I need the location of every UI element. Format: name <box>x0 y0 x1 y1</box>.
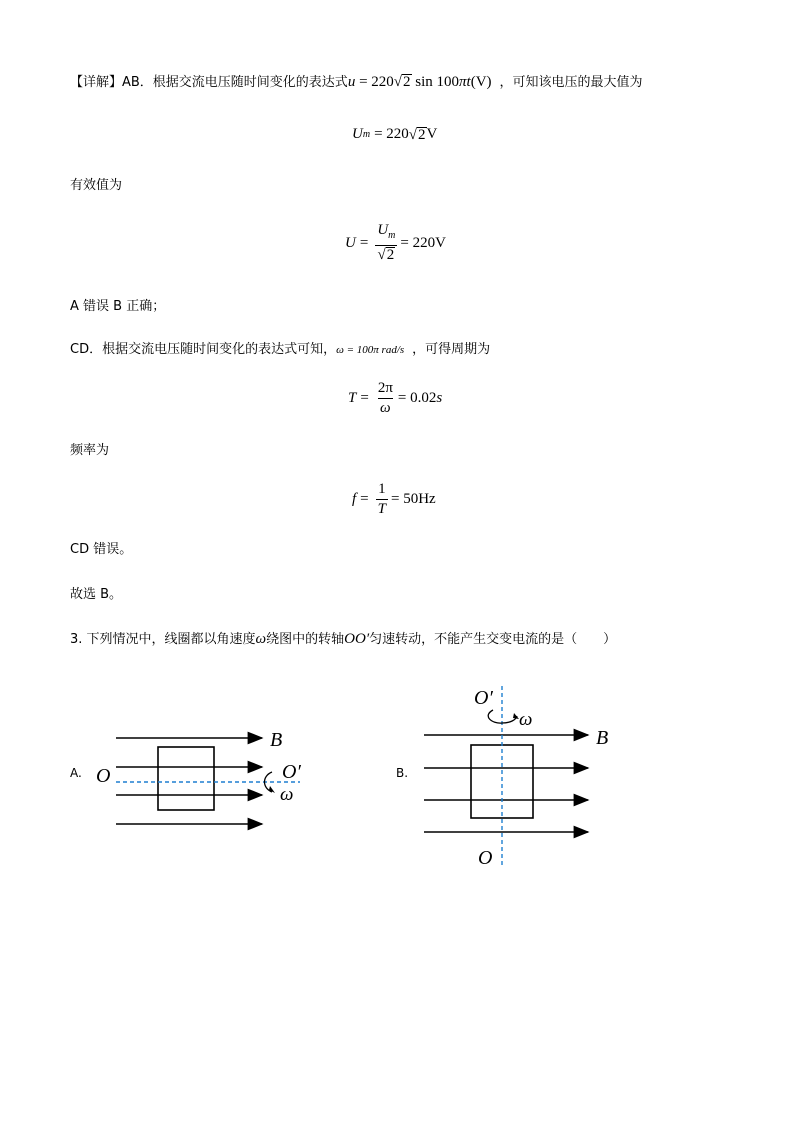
u-equals: = 220 <box>359 74 394 90</box>
option-a-label: A. <box>70 766 82 780</box>
detail-suffix: ，可知该电压的最大值为 <box>499 75 643 90</box>
coil <box>158 747 214 810</box>
text-answer: 故选 B。 <box>70 587 123 602</box>
formula-effective-voltage: U = $U_m$ √ 2 = 220V <box>345 222 446 263</box>
formula-frequency: f = $\frac{1}{T}$ = 50Hz <box>352 481 436 517</box>
text-cd-wrong: CD 错误。 <box>70 542 133 557</box>
question-3: 3. 下列情况中，线圈都以角速度ω绕图中的转轴OO′匀速转动，不能产生交变电流的是（ ） <box>70 631 617 647</box>
omega-symbol: ω <box>255 631 267 647</box>
sin-part: sin 100 <box>415 74 460 90</box>
field-label-b: B <box>596 727 609 749</box>
axis-label-o: O <box>478 847 493 869</box>
detail-prefix: 【详解】AB．根据交流电压随时间变化的表达式 <box>70 75 348 90</box>
sqrt-two: √ 2 <box>393 74 411 90</box>
field-label-b: B <box>270 729 283 751</box>
option-b-label: B. <box>396 766 409 780</box>
formula-max-voltage: U m = 220 √ 2 V <box>352 126 438 143</box>
omega-expression: ω = 100π rad/s <box>336 344 405 356</box>
detail-line-1 <box>70 73 643 92</box>
text-frequency: 频率为 <box>70 443 110 458</box>
pi-t: πt <box>459 74 471 90</box>
fraction-um-sqrt2: $U_m$ √ 2 <box>377 222 396 263</box>
text-effective: 有效值为 <box>70 178 123 193</box>
text-ab-conclusion: A 错误 B 正确； <box>70 299 166 314</box>
detail-line-cd: CD．根据交流电压随时间变化的表达式可知，ω = 100π rad/s ，可得周期为 <box>70 342 491 357</box>
formula-period: T = $\frac{2\pi}{\omega}$ = 0.02 s <box>348 380 443 416</box>
axis-label: OO′ <box>344 631 370 647</box>
omega-label: ω <box>519 709 533 730</box>
axis-label-o-prime: O′ <box>282 761 301 783</box>
axis-label-o: O <box>96 765 111 787</box>
u-variable: u <box>347 74 356 90</box>
figure-a-diagram <box>90 720 320 840</box>
unit-v: (V) <box>470 74 492 90</box>
figure-b-diagram <box>418 680 628 870</box>
axis-label-o-prime: O′ <box>474 687 493 709</box>
omega-label: ω <box>280 784 294 805</box>
